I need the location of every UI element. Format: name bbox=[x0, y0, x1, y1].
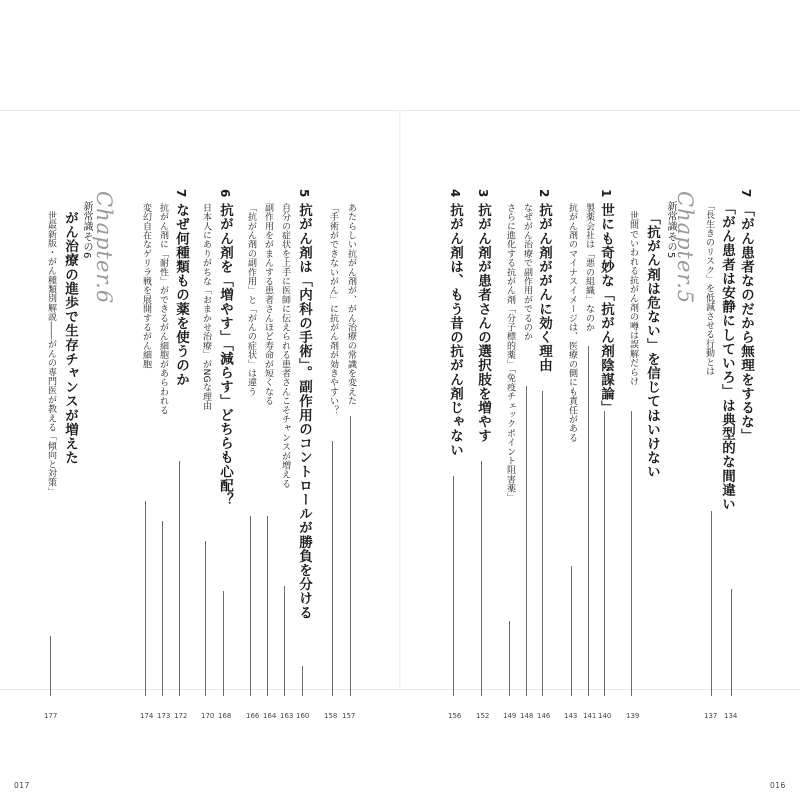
leader-line bbox=[267, 516, 268, 696]
leader-line bbox=[179, 461, 180, 696]
book-gutter bbox=[399, 110, 401, 688]
leader-line bbox=[481, 461, 482, 696]
toc-subsection[interactable]: あたらしい抗がん剤が、がん治療の常識を変えた bbox=[346, 203, 356, 406]
page-number: 163 bbox=[280, 712, 294, 720]
page-number: 146 bbox=[537, 712, 551, 720]
leader-line bbox=[571, 566, 572, 696]
leader-line bbox=[526, 386, 527, 696]
leader-line bbox=[205, 541, 206, 696]
toc-subsection[interactable]: 副作用をがまんする患者さんほど寿命が短くなる bbox=[263, 203, 273, 406]
chapter-6-title[interactable]: がん治療の進歩で生存チャンスが増えた bbox=[62, 211, 78, 465]
page-number: 177 bbox=[44, 712, 58, 720]
toc-section-6[interactable]: 6 抗がん剤を「増やす」「減らす」どちらも心配？ bbox=[217, 189, 233, 507]
page-number: 134 bbox=[724, 712, 738, 720]
page-number: 157 bbox=[342, 712, 356, 720]
page-number: 156 bbox=[448, 712, 462, 720]
page-number: 141 bbox=[583, 712, 597, 720]
page-number: 170 bbox=[201, 712, 215, 720]
page-number: 139 bbox=[626, 712, 640, 720]
toc-subsection[interactable]: 製薬会社は「悪の組織」なのか bbox=[584, 203, 594, 332]
toc-section-1[interactable]: 1 世にも奇妙な「抗がん剤陰謀論」 bbox=[598, 189, 614, 415]
leader-line bbox=[162, 521, 163, 696]
toc-subsection[interactable]: 変幻自在なゲリラ戦を展開するがん細胞 bbox=[141, 203, 151, 369]
leader-line bbox=[223, 591, 224, 696]
folio-left: 017 bbox=[14, 781, 30, 790]
toc-subsection[interactable]: 日本人にありがちな「おまかせ治療」がNGな理由 bbox=[201, 203, 211, 411]
toc-section-2[interactable]: 2 抗がん剤ががんに効く理由 bbox=[536, 189, 552, 373]
leader-line bbox=[302, 666, 303, 696]
chapter-5-subtitle: 世間でいわれる抗がん剤の噂は誤解だらけ bbox=[628, 211, 638, 386]
toc-subsection[interactable]: 抗がん剤に「耐性」ができるがん細胞があらわれる bbox=[158, 203, 168, 415]
page-number: 143 bbox=[564, 712, 578, 720]
leader-line bbox=[509, 621, 510, 696]
page-number: 172 bbox=[174, 712, 188, 720]
chapter-5-title[interactable]: 「抗がん剤は危ない」を信じてはいけない bbox=[644, 211, 660, 479]
toc-section-7[interactable]: 7 なぜ何種類もの薬を使うのか bbox=[173, 189, 189, 387]
leader-line bbox=[588, 346, 589, 696]
page-number: 140 bbox=[598, 712, 612, 720]
leader-line bbox=[453, 476, 454, 696]
page-number: 148 bbox=[520, 712, 534, 720]
leader-line bbox=[50, 636, 51, 696]
page-number: 166 bbox=[246, 712, 260, 720]
toc-subsection[interactable]: 抗がん剤のマイナスイメージは、医療の側にも責任がある bbox=[567, 203, 577, 443]
page-number: 168 bbox=[218, 712, 232, 720]
page-number: 173 bbox=[157, 712, 171, 720]
leader-line bbox=[731, 589, 732, 696]
page-number: 174 bbox=[140, 712, 154, 720]
leader-line bbox=[711, 511, 712, 696]
folio-right: 016 bbox=[770, 781, 786, 790]
leader-line bbox=[350, 416, 351, 696]
toc-subsection[interactable]: なぜがん治療で副作用がでるのか bbox=[522, 203, 532, 341]
page-number: 152 bbox=[476, 712, 490, 720]
leader-line bbox=[542, 391, 543, 696]
toc-subsection[interactable]: 自分の症状を上手に医師に伝えられる患者さんこそチャンスが増える bbox=[280, 203, 290, 489]
toc-subsection[interactable]: さらに進化する抗がん剤「分子標的薬」「免疫チェックポイント阻害薬」 bbox=[505, 203, 515, 503]
toc-entry-7-title[interactable]: 7 「がん患者なのだから無理をするな」 bbox=[738, 189, 754, 443]
new-common-sense-5-label: 新常識その5 bbox=[665, 201, 676, 259]
leader-line bbox=[250, 516, 251, 696]
page-number: 149 bbox=[503, 712, 517, 720]
leader-line bbox=[332, 441, 333, 696]
toc-subsection[interactable]: 「手術ができないがん」に抗がん剤が効きやすい？ bbox=[328, 203, 338, 415]
page-number: 137 bbox=[704, 712, 718, 720]
page-number: 158 bbox=[324, 712, 338, 720]
toc-section-3[interactable]: 3 抗がん剤が患者さんの選択肢を増やす bbox=[475, 189, 491, 443]
toc-section-4[interactable]: 4 抗がん剤は、もう昔の抗がん剤じゃない bbox=[447, 189, 463, 458]
leader-line bbox=[284, 586, 285, 696]
chapter-6-subtitle: 世最新版・がん種類別解説――がんの専門医が教える「傾向と対策」 bbox=[46, 211, 56, 497]
toc-entry-7-subtitle: 「長生きのリスク」を低減させる行動とは bbox=[704, 201, 714, 376]
toc-section-5[interactable]: 5 抗がん剤は「内科の手術」。副作用のコントロールが勝負を分ける bbox=[296, 189, 312, 620]
new-common-sense-6-label: 新常識その6 bbox=[81, 201, 92, 259]
toc-subsection[interactable]: 「抗がん剤の副作用」と「がんの症状」は違う bbox=[246, 203, 256, 397]
toc-entry-7-title-2[interactable]: 「がん患者は安静にしていろ」は典型的な間違い bbox=[719, 201, 735, 512]
page-number: 164 bbox=[263, 712, 277, 720]
leader-line bbox=[631, 411, 632, 696]
chapter-5-label: Chapter.5 bbox=[673, 191, 697, 305]
chapter-6-label: Chapter.6 bbox=[92, 191, 116, 305]
leader-line bbox=[604, 411, 605, 696]
leader-line bbox=[145, 501, 146, 696]
page-number: 160 bbox=[296, 712, 310, 720]
